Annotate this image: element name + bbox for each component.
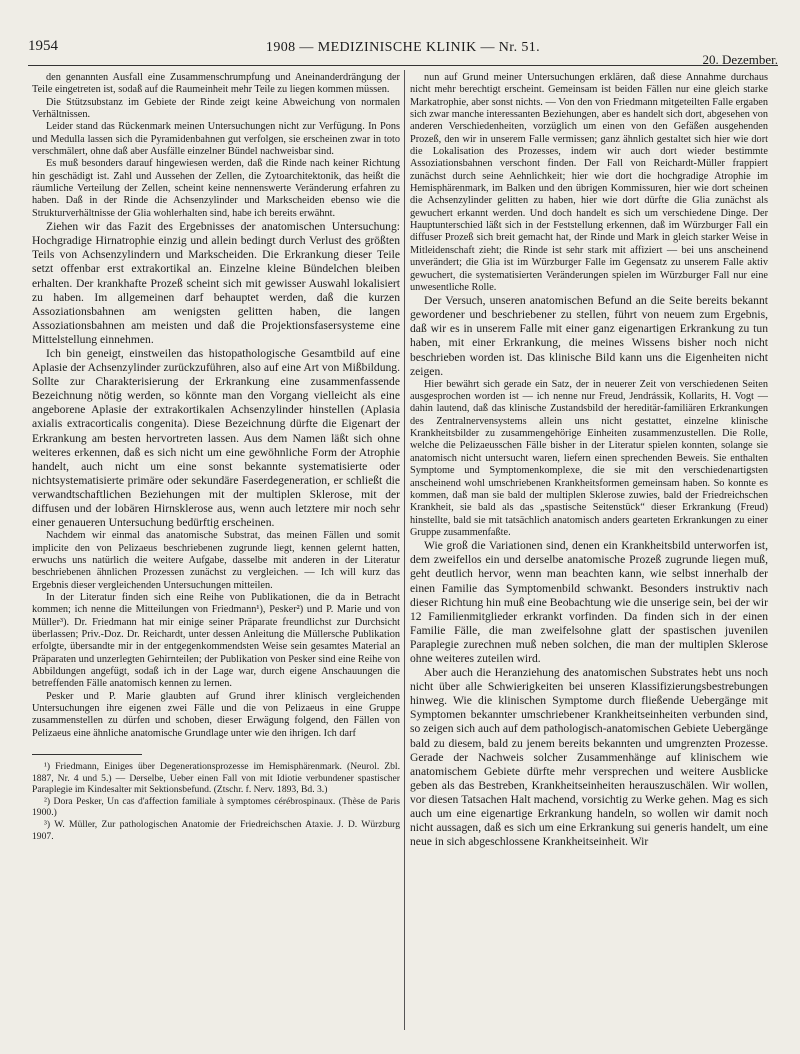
left-column-body [32, 72, 400, 740]
paragraph: Leider stand das Rückenmark meinen Untersuchungen nicht zur Verfügung. In Pons und Medulla lassen sich die Pyramidenbahnen gut verfolgen, sie erscheinen zwar in toto verschmälert, ohne daß aber Ausfälle einzelner Bündel nachweisbar sind. [32, 121, 400, 158]
page-number: 1954 [28, 38, 58, 54]
footnote: ²) Dora Pesker, Un cas d'affection familiale à symptomes cérébrospinaux. (Thèse de Paris 1900.) [32, 795, 400, 819]
footnote: ¹) Friedmann, Einiges über Degenerationsprozesse im Hemisphärenmark. (Neurol. Zbl. 1887, Nr. 4 und 5.) — Derselbe, Ueber einen Fall von mit Idiotie verbundener spastischer Paraplegie im Kindesalter mit Sektionsbefund. (Ztschr. f. Nerv. 1893, Bd. 3.) [32, 761, 400, 796]
footnote: ³) W. Müller, Zur pathologischen Anatomie der Friedreichschen Ataxie. J. D. Würzburg 1907. [32, 819, 400, 842]
paragraph: Nachdem wir einmal das anatomische Substrat, das meinen Fällen und somit implicite den von Pelizaeus beschriebenen zugrunde liegt, kennen gelernt hatten, erwuchs uns natürlich die weitere Aufgabe, dasselbe mit anderen in der Literatur beschriebenen ähnlichen Prozessen zunächst zu vergleichen. — Ich will kurz das Ergebnis dieser vergleichenden Untersuchungen mitteilen. [32, 530, 400, 591]
header-rule [28, 65, 778, 66]
footnotes [32, 761, 400, 842]
paragraph: Ziehen wir das Fazit des Ergebnisses der anatomischen Untersuchung: Hochgradige Hirnatrophie einzig und allein bedingt durch Verlust des größten Teils von Achsenzylindern und Markscheiden. Die Erkrankung dieser Teile setzt offenbar erst extrakortikal an. Einzelne kleine Bündelchen bleiben erhalten. Der krankhafte Prozeß scheint sich mit gewisser Auswahl lokalisiert zu haben. Im allgemeinen darf behauptet werden, daß die kurzen Assoziationsbahnen am wenigsten gelitten haben, die langen Assoziationsbahnen am meisten und daß die Projektionsfasersysteme eine Mittelstellung einnehmen. [32, 220, 400, 346]
paragraph: Aber auch die Heranziehung des anatomischen Substrates hebt uns noch nicht über alle Schwierigkeiten bei unseren Klassifizierungsbestrebungen hinweg. Wie die klinischen Symptome durch fließende Uebergänge mit Symptomen bekannter umschriebener Krankheitseinheiten verbunden sind, so zeigen sich auch auf dem pathologisch-anatomischen Gebiete Uebergänge bald zu diesem, bald zu jenem bereits bekannten und umgrenzten Prozesse. Gerade der Nachweis solcher Zusammenhänge auf klinischem wie anatomischem Gebiete dürfte mehr versprechen und weitere Ausblicke geben als das Bestreben, Krankheitseinheiten herauszuschälen. Wir wollen, vor diesen Tatsachen Halt machend, vorsichtig zu Werke gehen. Mag es sich auch um eine eigenartige Erkrankung handeln, so wollen wir damit noch nicht aussagen, daß es sich um eine Erkrankung sui generis handelt, um eine neue in sich abgeschlossene Krankheitseinheit. Wir [410, 666, 768, 849]
paragraph: Pesker und P. Marie glaubten auf Grund ihrer klinisch vergleichenden Untersuchungen ihre eigenen zwei Fälle und die von Pelizaeus in eine Gruppe zusammenstellen zu dürfen und schoben, dieser Erwägung folgend, den Fällen von Pelizaeus eine ähnliche anatomische Grundlage unter wie den ihrigen. Ich darf [32, 690, 400, 739]
paragraph: Der Versuch, unseren anatomischen Befund an die Seite bereits bekannt gewordener und beschriebener zu stellen, führt von neuem zum Ergebnis, daß wir es in unserem Falle mit einer ganz eigenartigen Erkrankung zu tun haben, mit einer Erkrankung, die meines Wissens bisher noch nicht beschrieben worden ist. Das klinische Bild kann uns die Eigenheiten nicht zeigen. [410, 294, 768, 378]
paragraph: den genannten Ausfall eine Zusammenschrumpfung und Aneinanderdrängung der Teile eingetreten ist, sodaß auf die Raumeinheit mehr Teile zu liegen kommen müssen. [32, 72, 400, 96]
paragraph: Es muß besonders darauf hingewiesen werden, daß die Rinde nach keiner Richtung hin geschädigt ist. Zahl und Aussehen der Zellen, die Zytoarchitektonik, das heißt die räumliche Verteilung der Zellen, scheint keine nennenswerte Veränderung erfahren zu haben. Daß in der Rinde die Achsenzylinder und Markscheiden ebenso wie die Strukturverhältnisse der Glia wohlerhalten sind, habe ich bereits erwähnt. [32, 158, 400, 219]
footnote-rule [32, 754, 142, 755]
right-column [410, 72, 768, 1027]
journal-title: 1908 — MEDIZINISCHE KLINIK — Nr. 51. [265, 40, 541, 55]
column-divider [404, 70, 405, 1030]
paragraph: Hier bewährt sich gerade ein Satz, der in neuerer Zeit von verschiedenen Seiten ausgesprochen worden ist — ich nenne nur Freud, Jendrássik, Kollarits, H. Vogt — dahin lautend, daß das klinische Zustandsbild der hereditär-familiären Erkrankungen des Zentralnervensystems allein uns nicht gestattet, einzelne klinische Krankheitsbilder zu zusammengehörige Einheiten zusammenzustellen. Die Rolle, welche die Pelizaeusschen Fälle bisher in der Literatur spielen konnten, solange sie anatomisch nicht untersucht waren, liefern einen sprechenden Beweis. Sie enthalten Symptome und Symptomenkomplexe, die sie mit den verschiedenartigsten anscheinend wohl umschriebenen Krankheitsformen gemeinsam haben. So konnte es kommen, daß man sie bald der multiplen Sklerose zuwies, bald der Friedreichschen Krankheit, sie bald als das „spastische Seitenstück“ dieser Erkrankung (Freud) hinstellte, bald sie mit tatsächlich anatomisch anders gearteten Erkrankungen zu einer Gruppe zusammenfaßte. [410, 378, 768, 538]
left-column [32, 72, 400, 1027]
issue-date: 20. Dezember. [702, 52, 778, 67]
paragraph: nun auf Grund meiner Untersuchungen erklären, daß diese Annahme durchaus nicht mehr berechtigt erscheint. Gemeinsam ist beiden Fällen nur eine gleich starke Markatrophie, aber sonst nichts. — Von den von Friedmann mitgeteilten Falle ergaben sich zwar manche interessanten Beziehungen, aber es handelt sich dort, abgesehen von anderen Verschiedenheiten, vorzüglich um einen von den Gefäßen ausgehenden Prozeß, den wir in unserem Falle vermissen; ganz ähnlich gestaltet sich hier wie dort die Lokalisation des Prozesses, indem wir auch dort wieder bestimmte Assoziationsbahnen verschont finden. Der Fall von Reichardt-Müller frappiert zunächst durch seine Aehnlichkeit; hier wie dort die hochgradige Atrophie im Hemisphärenmark, im Balken und den übrigen Kommissuren, hier wie dort scheinen die Achsenzylinder gelitten zu haben, hier wie dort dürfte die Glia zunächst als gewuchert erkannt werden. Und doch handelt es sich um verschiedene Dinge. Der Hauptunterschied läßt sich in der Feststellung erkennen, daß im Würzburger Fall ein diffuser Prozeß sich breit gemacht hat, der Rinde und Mark in gleich starker Weise in Mitleidenschaft zieht; die Rinde ist sehr stark mit affiziert — bei uns anscheinend unverändert; die Glia ist im Würzburger Falle im Gegensatz zu unserem Falle aktiv gewuchert, die systematisierten Veränderungen spielen im Würzburger Fall nur eine unwesentliche Rolle. [410, 72, 768, 293]
paragraph: Ich bin geneigt, einstweilen das histopathologische Gesamtbild auf eine Aplasie der Achsenzylinder zurückzuführen, also auf eine Art von Mißbildung. Sollte zur Charakterisierung der Erkrankung eine zusammenfassende Bezeichnung nötig werden, so könnte man den Vorgang vielleicht als eine angeborene Aplasie der extrakortikalen Achsenzylinder hinstellen (Aplasia axialis extracorticalis congenita). Diese Bezeichnung dürfte die Eigenart der Erkrankung am besten hervortreten lassen. Aus dem Namen läßt sich ohne weiteres erkennen, daß es sich nicht um eine gewöhnliche Form der Atrophie handelt, auch nicht um eine sonst bekannte systematisierte oder nichtsystematisierte primäre oder sekundäre Faserdegeneration, er schließt die verwandtschaftlichen Beziehungen mit der multiplen Sklerose, mit der diffusen und der lobären Hirnsklerose aus, wenn auch letztere mir noch sehr einer genaueren Untersuchung bedürftig erscheinen. [32, 346, 400, 530]
paragraph: Wie groß die Variationen sind, denen ein Krankheitsbild unterworfen ist, dem zweifellos ein und derselbe anatomische Prozeß zugrunde liegen muß, geht deutlich hervor, wenn man beachten kann, wie selbst innerhalb der einen Familie das Symptomenbild schwankt. Besonders instruktiv nach dieser Richtung hin muß eine Beobachtung wie die unserige sein, bei der wir 12 Familienmitglieder erkrankt vorfinden. Da finden sich in der einen Familie Fälle, die man zweifelsohne glatt der spastischen juvenilen Paraplegie zurechnen muß neben solchen, die man der multiplen Sklerose ohne weiteres zuteilen wird. [410, 539, 768, 665]
paragraph: Die Stützsubstanz im Gebiete der Rinde zeigt keine Abweichung von normalen Verhältnissen. [32, 96, 400, 121]
right-column-body [410, 72, 768, 849]
paragraph: In der Literatur finden sich eine Reihe von Publikationen, die da in Betracht kommen; ich nenne die Mitteilungen von Friedmann¹), Pesker²) und P. Marie und von Müller³). Dr. Friedmann hat mir einige seiner Präparate freundlichst zur Durchsicht überlassen; Priv.-Doz. Dr. Reichardt, unter dessen Anleitung die Müllersche Publikation erfolgte, übersandte mir in der entgegenkommendsten Weise sein gesamtes Material an Präparaten und unzerlegten Gehirnteilen; der Publikation von Pesker sind eine Reihe von Abbildungen angefügt, sodaß ich in der Lage war, durch eigene Anschauungen die betreffenden Fälle anatomisch kennen zu lernen. [32, 591, 400, 690]
page-header [28, 32, 778, 66]
